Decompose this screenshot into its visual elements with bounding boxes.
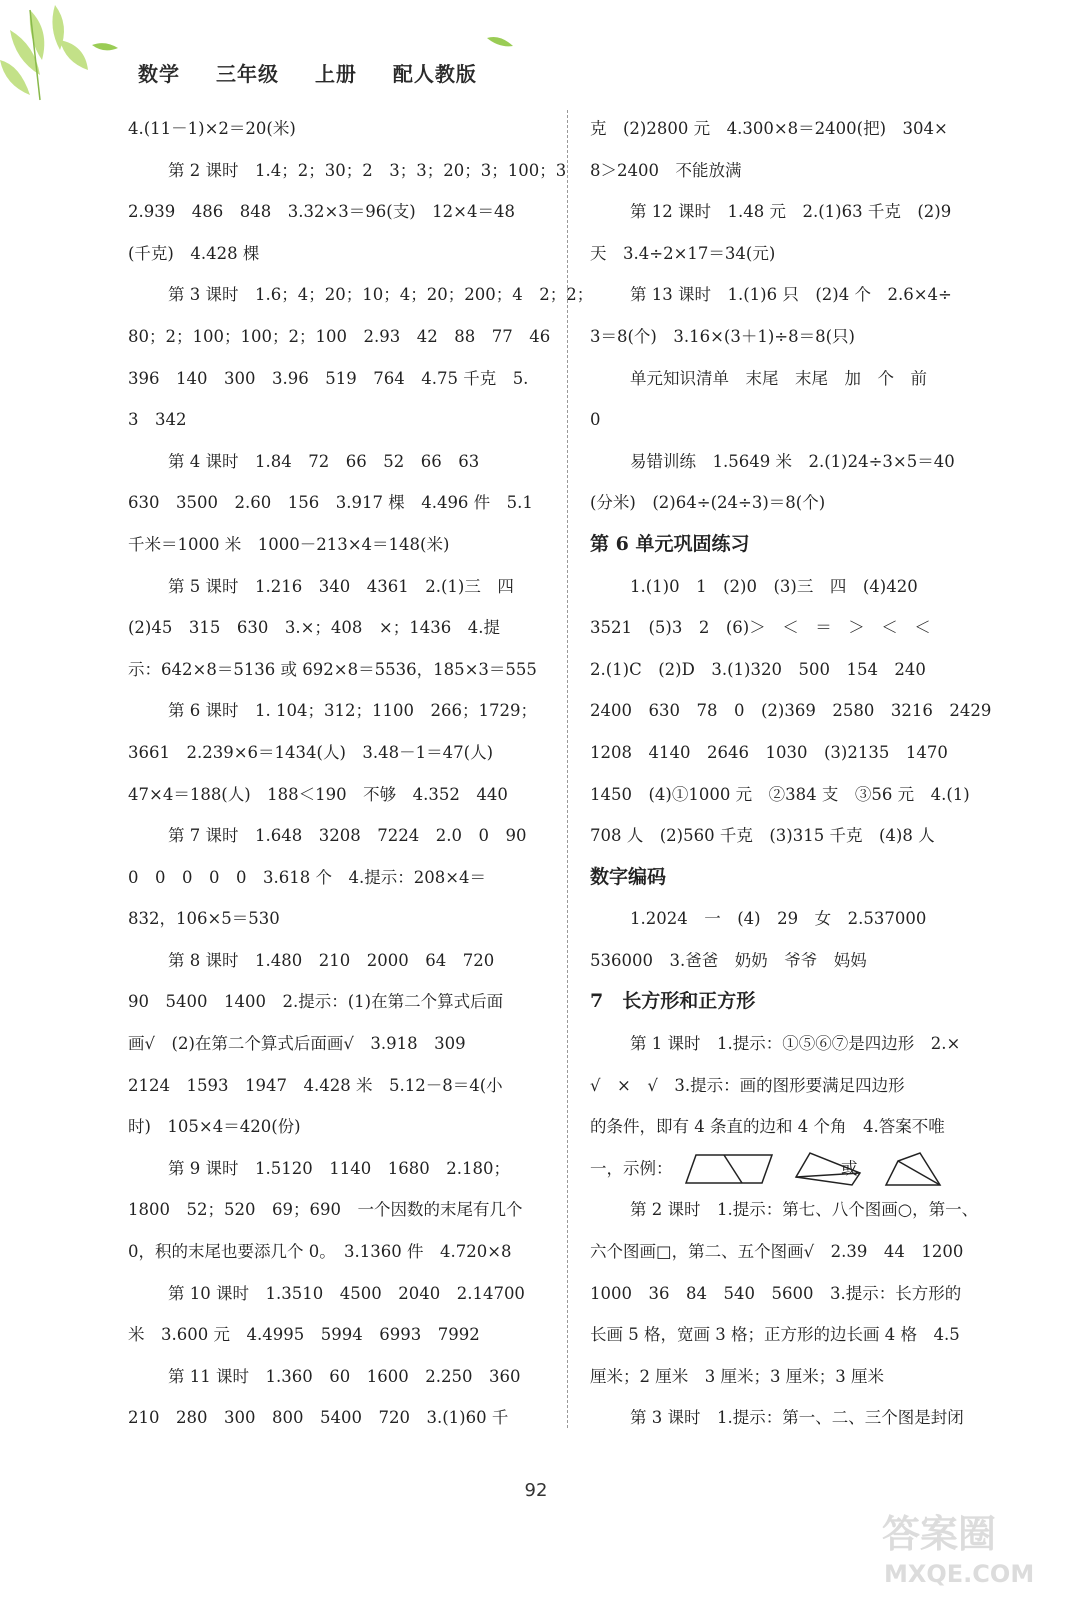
answer-line: (2)45 315 630 3.×；408 ×；1436 4.提 (128, 618, 500, 638)
answer-line: 厘米；2 厘米 3 厘米；3 厘米；3 厘米 (590, 1366, 884, 1386)
answer-line: 3521 (5)3 2 (6)＞ ＜ ＝ ＞ ＜ ＜ (590, 618, 931, 638)
answer-line: 8＞2400 不能放满 (590, 160, 742, 180)
quadrilateral-examples-icon (684, 1151, 944, 1187)
answer-line: 米 3.600 元 4.4995 5994 6993 7992 (128, 1325, 480, 1345)
answer-line: 画√ (2)在第二个算式后面画√ 3.918 309 (128, 1034, 466, 1054)
answer-line: 第 6 课时 1. 104；312；1100 266；1729； (168, 701, 537, 721)
answer-line: 第 2 课时 1.提示：第七、八个图画○，第一、 (630, 1200, 979, 1220)
answer-line: 90 5400 1400 2.提示：(1)在第二个算式后面 (128, 992, 504, 1012)
answer-line: 536000 3.爸爸 奶奶 爷爷 妈妈 (590, 950, 867, 970)
answer-line: 832，106×5＝530 (128, 909, 280, 929)
section-heading: 数字编码 (590, 865, 667, 888)
answer-line: 2124 1593 1947 4.428 米 5.12－8＝4(小 (128, 1075, 503, 1095)
answer-line: 3 342 (128, 410, 187, 430)
answer-line: 1000 36 84 540 5600 3.提示：长方形的 (590, 1283, 962, 1303)
answer-line: 47×4＝188(人) 188＜190 不够 4.352 440 (128, 784, 508, 804)
example-label: 一，示例： (590, 1158, 673, 1178)
answer-line: 第 2 课时 1.4；2；30；2 3；3；20；3；100；3 (168, 160, 567, 180)
answer-line: 时) 105×4＝420(份) (128, 1117, 301, 1137)
answer-line: 3661 2.239×6＝1434(人) 3.48－1＝47(人) (128, 742, 494, 762)
answer-line: 第 12 课时 1.48 元 2.(1)63 千克 (2)9 (630, 202, 952, 222)
answer-line: 708 人 (2)560 千克 (3)315 千克 (4)8 人 (590, 826, 935, 846)
header-subject: 数学 (138, 62, 180, 86)
right-column (590, 108, 1010, 1439)
answer-line: 第 11 课时 1.360 60 1600 2.250 360 (168, 1366, 521, 1386)
answer-line: √ × √ 3.提示：画的图形要满足四边形 (590, 1075, 905, 1095)
answer-line: 1450 (4)①1000 元 ②384 支 ③56 元 4.(1) (590, 784, 970, 804)
answer-line: 克 (2)2800 元 4.300×8＝2400(把) 304× (590, 119, 948, 138)
answer-line: 0 (590, 410, 601, 430)
answer-line: 单元知识清单 末尾 末尾 加 个 前 (630, 368, 927, 388)
or-label: 或 (841, 1158, 858, 1178)
answer-line: 396 140 300 3.96 519 764 4.75 千克 5. (128, 368, 529, 388)
answer-line: 80；2；100；100；2；100 2.93 42 88 77 46 (128, 326, 551, 346)
section-heading: 7 长方形和正方形 (590, 990, 756, 1013)
answer-line: 的条件，即有 4 条直的边和 4 个角 4.答案不唯 (590, 1117, 945, 1137)
answer-line: 第 8 课时 1.480 210 2000 64 720 (168, 950, 495, 970)
left-column (128, 108, 594, 1439)
answer-line: 210 280 300 800 5400 720 3.(1)60 千 (128, 1408, 509, 1428)
answer-line: 4.(11－1)×2＝20(米) (128, 119, 296, 138)
answer-line: 2400 630 78 0 (2)369 2580 3216 2429 (590, 701, 992, 721)
answer-line: 第 13 课时 1.(1)6 只 (2)4 个 2.6×4÷ (630, 285, 952, 305)
answer-line: 2.(1)C (2)D 3.(1)320 500 154 240 (590, 659, 926, 679)
page-number: 92 (524, 1480, 548, 1501)
answer-line: 3＝8(个) 3.16×(3＋1)÷8＝8(只) (590, 326, 855, 346)
watermark-logo-icon (862, 1502, 1052, 1592)
leaf-icon (485, 32, 515, 52)
answer-line: 第 1 课时 1.提示：①⑤⑥⑦是四边形 2.× (630, 1034, 961, 1054)
answer-line: 0，积的末尾也要添几个 0。 3.1360 件 4.720×8 (128, 1242, 512, 1262)
answer-line: 易错训练 1.5649 米 2.(1)24÷3×5＝40 (630, 451, 955, 471)
answer-line: 2.939 486 848 3.32×3＝96(支) 12×4＝48 (128, 202, 515, 222)
answer-line: 长画 5 格，宽画 3 格；正方形的边长画 4 格 4.5 (590, 1325, 960, 1345)
answer-line: (分米) (2)64÷(24÷3)＝8(个) (590, 493, 826, 513)
svg-text:答案圈: 答案圈 (882, 1512, 997, 1556)
answer-line: 第 4 课时 1.84 72 66 52 66 63 (168, 451, 480, 471)
answer-line: 第 10 课时 1.3510 4500 2040 2.14700 (168, 1283, 525, 1303)
answer-line: 1.(1)0 1 (2)0 (3)三 四 (4)420 (630, 576, 918, 596)
section-heading: 第 6 单元巩固练习 (590, 532, 750, 555)
answer-line: 第 5 课时 1.216 340 4361 2.(1)三 四 (168, 576, 514, 596)
answer-line: 六个图画□，第二、五个图画√ 2.39 44 1200 (590, 1242, 964, 1262)
answer-line: 0 0 0 0 0 3.618 个 4.提示：208×4＝ (128, 867, 487, 887)
header-grade: 三年级 (215, 62, 279, 86)
answer-line: 第 3 课时 1.6；4；20；10；4；20；200；4 2；2； (168, 285, 594, 305)
column-divider (567, 110, 568, 1428)
answer-line: (千克) 4.428 棵 (128, 243, 260, 263)
answer-line: 第 7 课时 1.648 3208 7224 2.0 0 90 (168, 826, 527, 846)
page-header (138, 58, 505, 87)
answer-line: 1208 4140 2646 1030 (3)2135 1470 (590, 742, 948, 762)
answer-line: 第 3 课时 1.提示：第一、二、三个图是封闭 (630, 1408, 964, 1428)
answer-line: 第 9 课时 1.5120 1140 1680 2.180； (168, 1158, 510, 1178)
leaf-decoration-icon (0, 0, 130, 105)
answer-line: 630 3500 2.60 156 3.917 棵 4.496 件 5.1 (128, 493, 533, 513)
answer-line: 天 3.4÷2×17＝34(元) (590, 243, 776, 263)
answer-line: 示：642×8＝5136 或 692×8＝5536，185×3＝555 (128, 659, 537, 679)
answer-line: 1800 52；520 69；690 一个因数的末尾有几个 (128, 1200, 523, 1220)
header-edition: 配人教版 (392, 62, 477, 86)
header-volume: 上册 (314, 62, 357, 86)
svg-text:MXQE.COM: MXQE.COM (884, 1560, 1035, 1588)
answer-line: 千米＝1000 米 1000－213×4＝148(米) (128, 534, 450, 554)
example-line (590, 1148, 1010, 1190)
answer-line: 1.2024 一 (4) 29 女 2.537000 (630, 909, 927, 929)
